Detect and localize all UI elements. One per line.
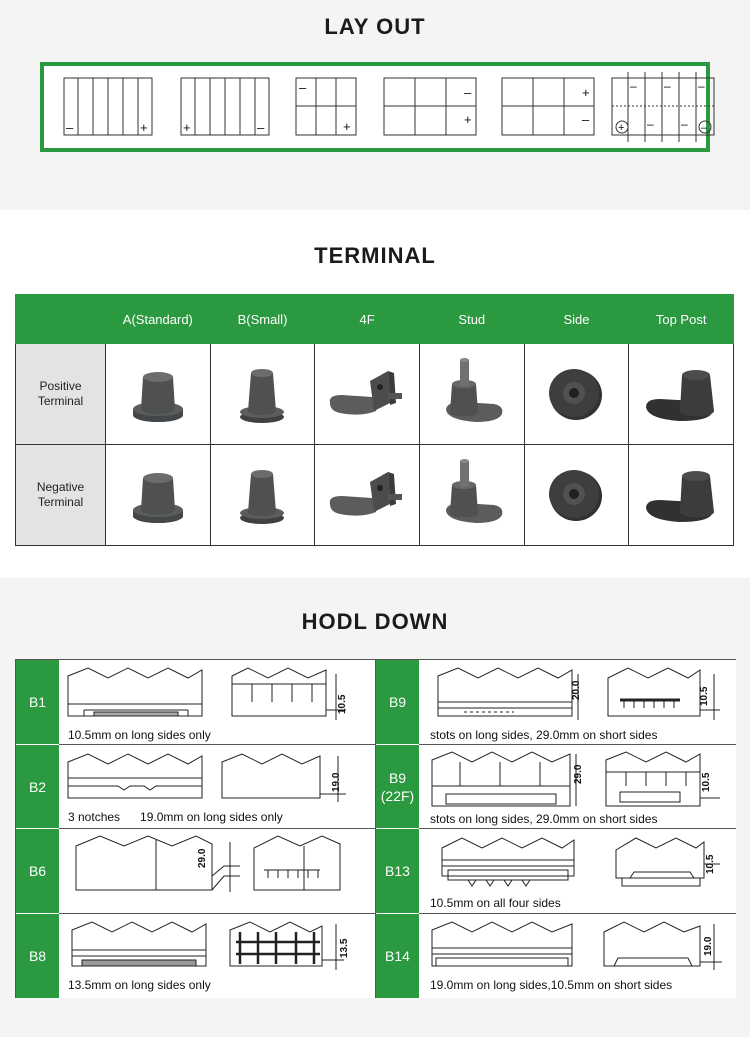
terminal-col-b-small: B(Small) <box>210 295 315 344</box>
hold-desc-b14: 19.0mm on long sides,10.5mm on short sides <box>430 978 673 992</box>
layout-diagram-6 <box>612 72 714 142</box>
hold-desc-b6 <box>68 896 88 910</box>
layout-diagram-1 <box>64 78 152 135</box>
terminal-table <box>15 294 734 546</box>
hold-code-b14: B14 <box>376 914 419 998</box>
svg-text:+: + <box>582 85 590 100</box>
hold-dim-b9-a <box>568 668 582 708</box>
top-post-terminal-icon <box>636 359 726 429</box>
terminal-row-negative <box>16 445 734 546</box>
svg-text:20.0: 20.0 <box>571 680 582 700</box>
hold-code-b1: B1 <box>16 660 59 745</box>
layout-diagram-5 <box>502 78 594 135</box>
svg-text:–: – <box>647 117 654 131</box>
svg-text:19.0: 19.0 <box>331 772 342 792</box>
terminal-side-positive <box>524 344 629 445</box>
hold-drawing-b14 <box>424 918 729 978</box>
hold-drawing-b13 <box>424 834 729 894</box>
hold-dim-b9-22f-b <box>698 760 712 800</box>
svg-text:–: – <box>698 79 705 93</box>
4f-terminal-icon <box>322 460 412 530</box>
terminal-row-label: Negative Terminal <box>16 445 106 546</box>
hold-dim-b2 <box>328 760 342 800</box>
hold-dim-b13 <box>702 842 716 882</box>
terminal-a-standard-negative <box>106 445 211 546</box>
hold-dim-b1 <box>334 682 348 722</box>
hold-dim-b6 <box>194 836 208 876</box>
layout-diagram-4 <box>384 78 476 135</box>
terminal-col-stud: Stud <box>419 295 524 344</box>
hold-desc-b9-22f: stots on long sides, 29.0mm on short sides <box>430 812 658 826</box>
svg-text:10.5: 10.5 <box>705 854 716 874</box>
terminal-header-row <box>16 295 734 344</box>
hold-dim-b9-b <box>696 674 710 714</box>
hold-code-b2: B2 <box>16 745 59 829</box>
terminal-stud-positive <box>419 344 524 445</box>
svg-text:–: – <box>66 120 74 135</box>
svg-text:–: – <box>681 117 688 131</box>
svg-text:+: + <box>343 119 351 134</box>
terminal-col-a-standard: A(Standard) <box>106 295 211 344</box>
side-terminal-icon <box>541 460 611 530</box>
layout-diagrams <box>44 66 706 148</box>
svg-text:10.5: 10.5 <box>337 694 348 714</box>
hold-code-b9-22f: B9 (22F) <box>376 745 419 829</box>
hold-code-b8: B8 <box>16 914 59 998</box>
terminal-top-post-negative <box>629 445 734 546</box>
top-post-terminal-icon <box>636 460 726 530</box>
hold-drawing-b1 <box>64 664 369 726</box>
standard-terminal-icon <box>123 359 193 429</box>
svg-text:19.0: 19.0 <box>703 936 714 956</box>
hold-desc-b2: 3 notches 19.0mm on long sides only <box>68 810 283 824</box>
hold-dim-b8 <box>336 926 350 966</box>
hold-drawing-b6 <box>64 832 369 896</box>
terminal-col-side: Side <box>524 295 629 344</box>
svg-text:29.0: 29.0 <box>197 848 208 868</box>
hold-drawing-b8 <box>64 918 369 978</box>
svg-text:–: – <box>701 122 708 134</box>
terminal-b-small-negative <box>210 445 315 546</box>
hold-desc-b9: stots on long sides, 29.0mm on short sides <box>430 728 658 742</box>
svg-text:–: – <box>664 79 671 93</box>
layout-diagram-2 <box>181 78 269 135</box>
hold-drawing-b2 <box>64 750 369 808</box>
svg-text:10.5: 10.5 <box>699 686 710 706</box>
terminal-4f-negative <box>315 445 420 546</box>
terminal-row-positive <box>16 344 734 445</box>
hold-desc-b1: 10.5mm on long sides only <box>68 728 211 742</box>
hold-dim-b14 <box>700 924 714 964</box>
svg-text:+: + <box>183 120 191 135</box>
stud-terminal-icon <box>432 354 512 434</box>
layout-title: LAY OUT <box>324 14 426 39</box>
svg-text:–: – <box>299 80 307 95</box>
hold-desc-b13: 10.5mm on all four sides <box>430 896 561 910</box>
svg-text:–: – <box>630 79 637 93</box>
hold-code-b13: B13 <box>376 829 419 914</box>
svg-text:–: – <box>257 120 265 135</box>
side-terminal-icon <box>541 359 611 429</box>
hold-dim-b9-22f-a <box>570 752 584 792</box>
standard-terminal-icon <box>123 460 193 530</box>
hold-code-b6: B6 <box>16 829 59 914</box>
terminal-side-negative <box>524 445 629 546</box>
terminal-4f-positive <box>315 344 420 445</box>
svg-text:+: + <box>140 120 148 135</box>
hold-desc-b8: 13.5mm on long sides only <box>68 978 211 992</box>
svg-text:13.5: 13.5 <box>339 938 350 958</box>
hold-code-b9: B9 <box>376 660 419 745</box>
svg-text:10.5: 10.5 <box>701 772 712 792</box>
svg-text:+: + <box>464 112 472 127</box>
terminal-header-corner <box>16 295 106 344</box>
terminal-stud-negative <box>419 445 524 546</box>
terminal-top-post-positive <box>629 344 734 445</box>
small-terminal-icon <box>227 359 297 429</box>
terminal-a-standard-positive <box>106 344 211 445</box>
hold-down-table <box>15 659 736 998</box>
stud-terminal-icon <box>432 455 512 535</box>
terminal-b-small-positive <box>210 344 315 445</box>
layout-diagram-3 <box>296 78 356 135</box>
layout-diagram-box <box>40 62 710 152</box>
svg-text:–: – <box>582 112 590 127</box>
svg-text:+: + <box>618 122 625 134</box>
terminal-title: TERMINAL <box>314 243 436 268</box>
4f-terminal-icon <box>322 359 412 429</box>
svg-text:–: – <box>464 85 472 100</box>
terminal-col-4f: 4F <box>315 295 420 344</box>
svg-text:29.0: 29.0 <box>573 764 584 784</box>
terminal-col-top-post: Top Post <box>629 295 734 344</box>
small-terminal-icon <box>227 460 297 530</box>
terminal-row-label: Positive Terminal <box>16 344 106 445</box>
hold-down-title: HODL DOWN <box>301 609 449 634</box>
